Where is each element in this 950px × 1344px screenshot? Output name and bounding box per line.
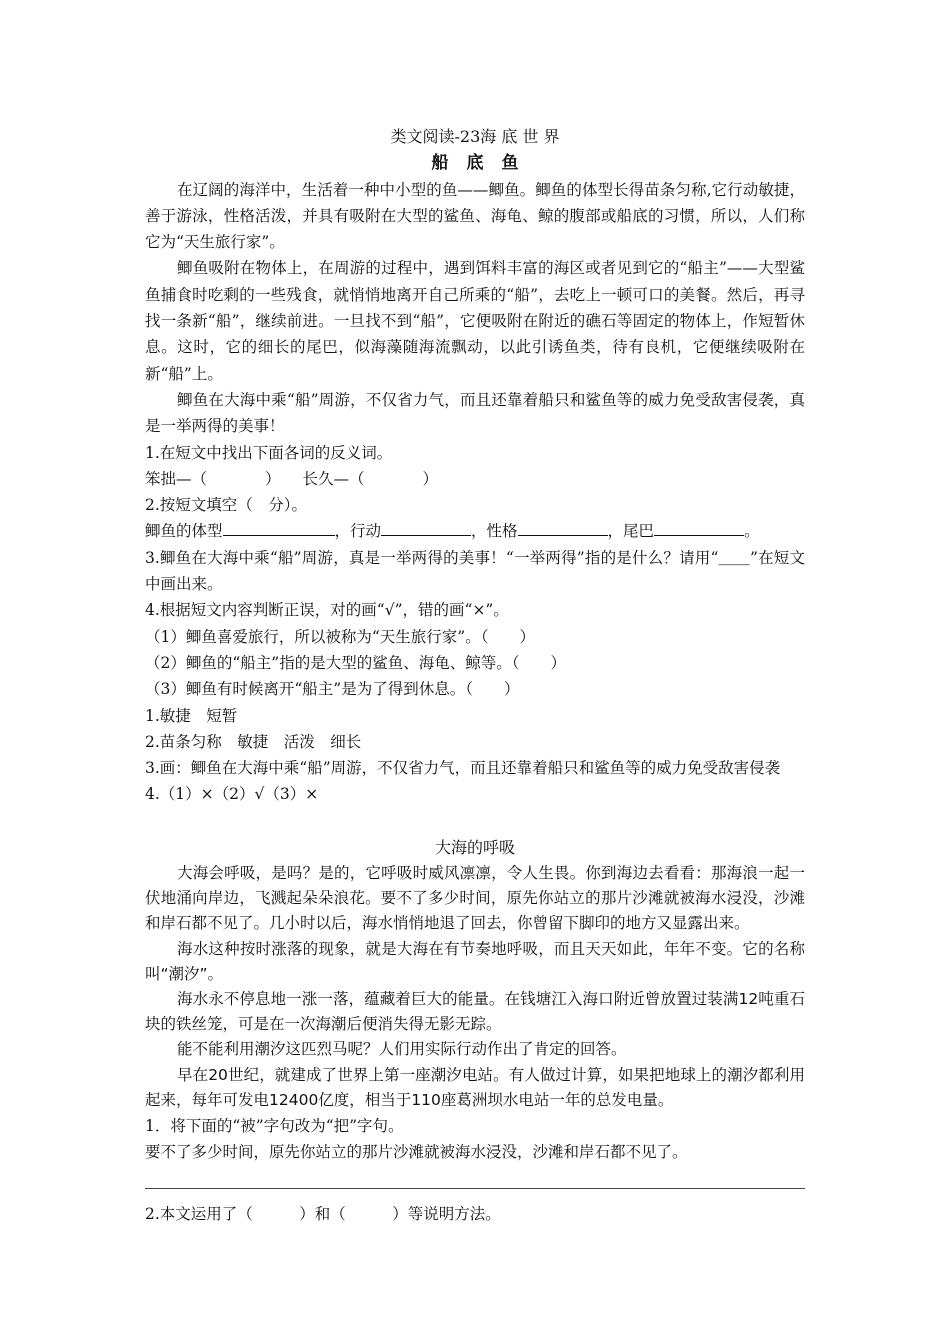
question-1: 1.在短文中找出下面各词的反义词。 xyxy=(145,443,393,462)
question-4-item: （3）鲫鱼有时候离开“船主”是为了得到休息。（ ） xyxy=(145,680,520,699)
answer-3: 3.画：鲫鱼在大海中乘“船”周游，不仅省力气，而且还靠着船只和鲨鱼等的威力免受敌害侵袭 xyxy=(145,759,781,778)
passage-2-body xyxy=(145,861,805,1113)
fill-label-personality: ，性格 xyxy=(471,522,518,541)
fill-label-tail: ，尾巴 xyxy=(607,522,655,541)
passage-title: 船底鱼 xyxy=(431,153,537,174)
question2-1: 1．将下面的“被”字句改为“把”字句。 xyxy=(145,1117,404,1136)
fill-blank-body[interactable] xyxy=(223,521,335,536)
passage-2-paragraph: 大海会呼吸，是吗？是的，它呼吸时威风凛凛，令人生畏。你到海边去看看：那海浪一起一伏地涌向岸边，飞溅起朵朵浪花。要不了多少时间，原先你站立的那片沙滩就被海水浸没，沙滩和岸石都不见了。几小时以后，海水悄悄地退了回去，你曾留下脚印的地方又显露出来。 xyxy=(145,864,805,933)
antonym-a-prefix: 笨拙—（ xyxy=(145,469,208,488)
passage-paragraph: 在辽阔的海洋中，生活着一种中小型的鱼——鲫鱼。鲫鱼的体型长得苗条匀称,它行动敏捷，善于游泳，性格活泼，并具有吸附在大型的鲨鱼、海龟、鲸的腹部或船底的习惯，所以，人们称它为“天生旅行家”。 xyxy=(145,180,805,252)
answer-1: 1.敏捷 短暂 xyxy=(145,706,238,725)
question-2: 2.按短文填空（ 分）。 xyxy=(145,496,308,515)
antonym-b-suffix: ） xyxy=(422,469,439,488)
passage-2-title: 大海的呼吸 xyxy=(434,837,515,857)
fill-blank-personality[interactable] xyxy=(518,521,608,536)
passage-paragraph: 鲫鱼吸附在物体上，在周游的过程中，遇到饵料丰富的海区或者见到它的“船主”——大型鲨鱼捕食时吃剩的一些残食，就悄悄地离开自己所乘的“船”，去吃上一顿可口的美餐。然后，再寻找一条新“船”，继续前进。一旦找不到“船”，它便吸附在附近的礁石等固定的物体上，作短暂休息。这时，它的细长的尾巴，似海藻随海流飘动，以此引诱鱼类，待有良机，它便继续吸附在新“船”上。 xyxy=(145,259,805,383)
passage-2-paragraph: 海水这种按时涨落的现象，就是大海在有节奏地呼吸，而且天天如此，年年不变。它的名称叫“潮汐”。 xyxy=(145,939,805,983)
passage-2-paragraph: 能不能利用潮汐这匹烈马呢？人们用实际行动作出了肯定的回答。 xyxy=(177,1040,627,1059)
passage-paragraph: 鲫鱼在大海中乘“船”周游，不仅省力气，而且还靠着船只和鲨鱼等的威力免受敌害侵袭，真是一举两得的美事！ xyxy=(145,390,805,436)
section-gap xyxy=(145,808,805,835)
answer-2: 2.苗条匀称 敏捷 活泼 细长 xyxy=(145,732,362,751)
fill-end: 。 xyxy=(744,522,760,541)
fill-blank-tail[interactable] xyxy=(654,521,744,536)
document-content xyxy=(145,124,805,1227)
question-4-item: （2）鲫鱼的“船主”指的是大型的鲨鱼、海龟、鲸等。（ ） xyxy=(145,653,566,672)
question2-2: 2.本文运用了（ ）和（ ）等说明方法。 xyxy=(145,1204,501,1223)
question-4-item: （1）鲫鱼喜爱旅行，所以被称为“天生旅行家”。（ ） xyxy=(145,627,535,646)
answer-line[interactable] xyxy=(145,1188,805,1189)
question-4: 4.根据短文内容判断正误，对的画“√”，错的画“×”。 xyxy=(145,601,509,620)
fill-label-action: ，行动 xyxy=(334,522,382,541)
page-title: 类文阅读-23海 底 世 界 xyxy=(390,127,560,146)
passage-2-paragraph: 早在20世纪，就建成了世界上第一座潮汐电站。有人做过计算，如果把地球上的潮汐都利用起来，每年可发电12400亿度，相当于110座葛洲坝水电站一年的总发电量。 xyxy=(145,1065,805,1109)
fill-label-body: 鲫鱼的体型 xyxy=(145,522,223,541)
antonym-a-suffix: ） xyxy=(265,469,281,488)
question-2-fill xyxy=(145,518,805,544)
answer-4: 4.（1）×（2）√（3）× xyxy=(145,785,319,804)
question-1-antonyms xyxy=(145,466,805,492)
antonym-b-prefix: 长久—（ xyxy=(302,469,365,488)
passage-2-paragraph: 海水永不停息地一涨一落，蕴藏着巨大的能量。在钱塘江入海口附近曾放置过装满12吨重石块的铁丝笼，可是在一次海潮后便消失得无影无踪。 xyxy=(145,990,805,1034)
question-3: 3.鲫鱼在大海中乘“船”周游，真是一举两得的美事！“一举两得”指的是什么？请用“＿＿”在短文中画出来。 xyxy=(145,548,805,594)
question2-1-sentence: 要不了多少时间，原先你站立的那片沙滩就被海水浸没，沙滩和岸石都不见了。 xyxy=(145,1143,688,1162)
fill-blank-action[interactable] xyxy=(381,521,471,536)
